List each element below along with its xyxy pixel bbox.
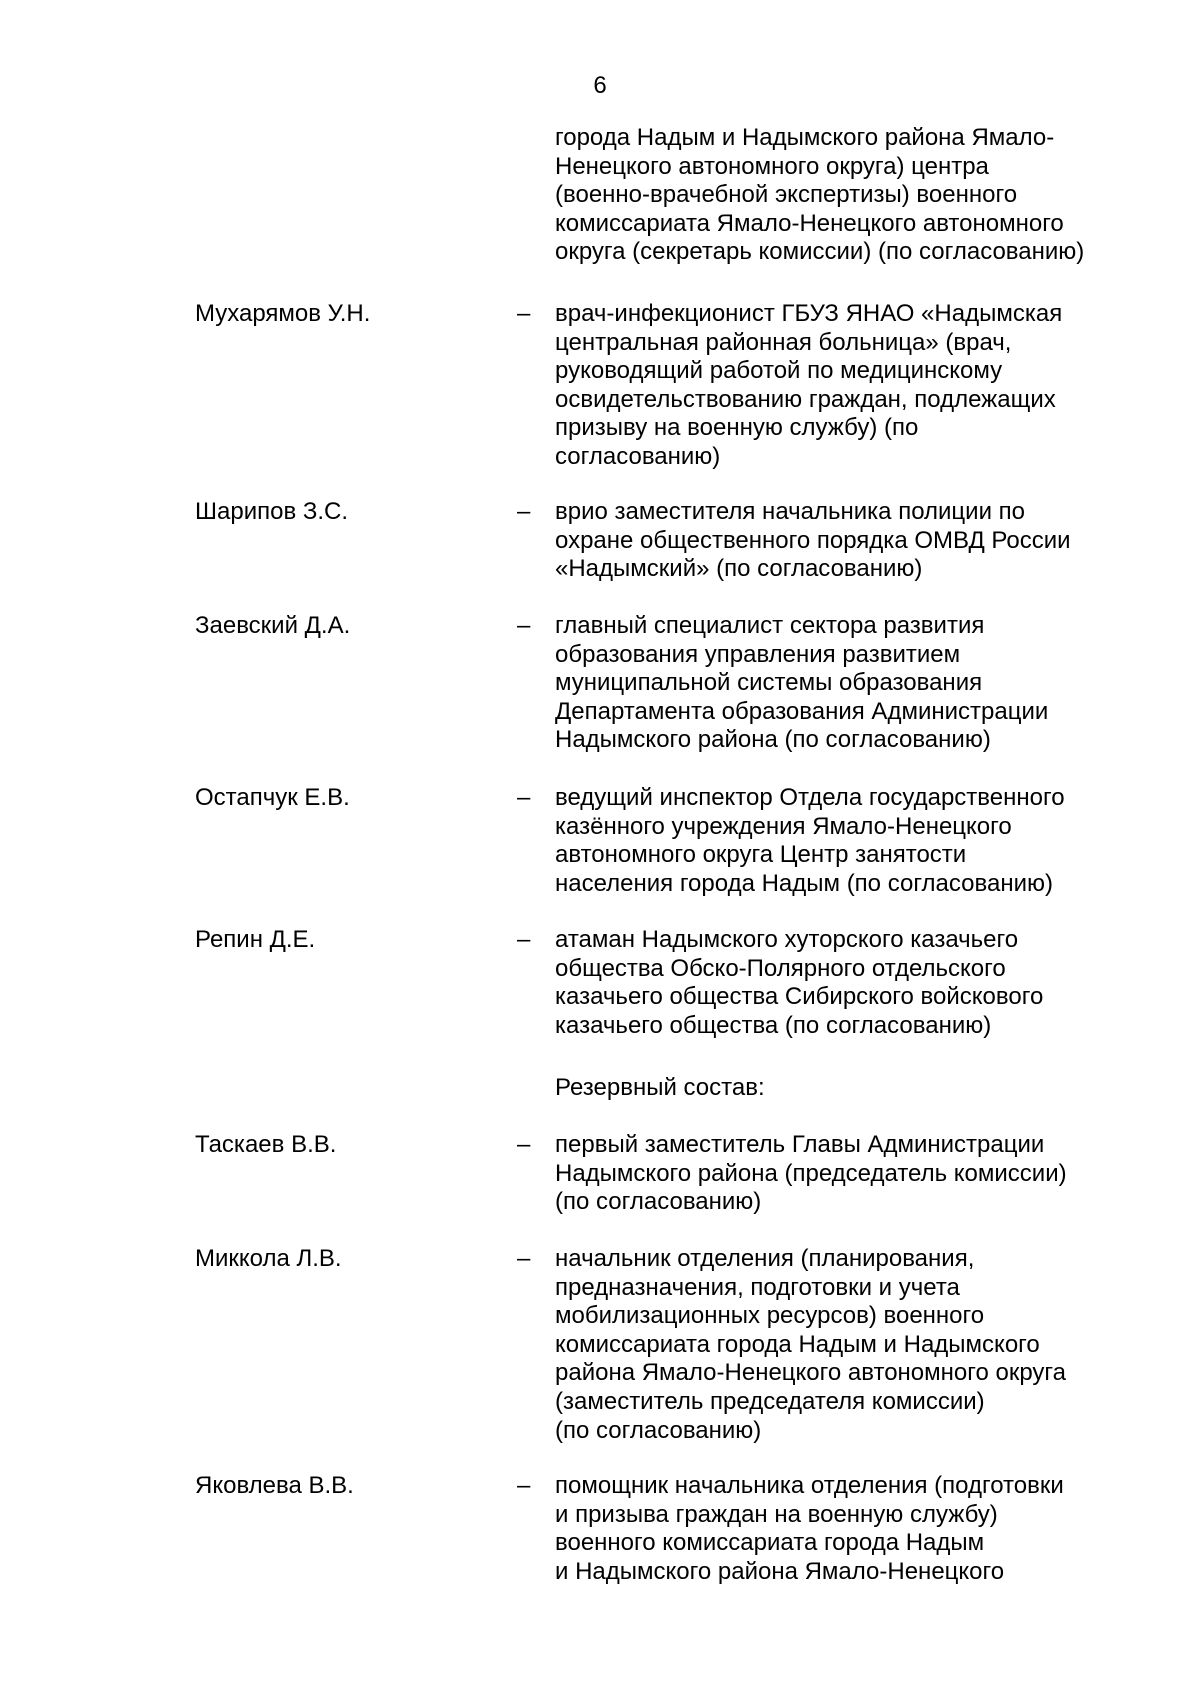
member-name: Мухарямов У.Н. xyxy=(195,300,371,327)
role-line: согласованию) xyxy=(555,442,721,470)
role-line: помощник начальника отделения (подготовки xyxy=(555,1472,1064,1499)
role-line: (заместитель председателя комиссии) xyxy=(555,1387,985,1415)
role-line: (военно-врачебной экспертизы) военного xyxy=(555,181,1018,209)
role-line: и призыва граждан на военную службу) xyxy=(555,1500,998,1528)
role-line: образования управления развитием xyxy=(555,640,961,668)
member-role xyxy=(555,498,1071,584)
dash: – xyxy=(517,1131,531,1158)
member-role xyxy=(555,1245,1066,1445)
role-line: муниципальной системы образования xyxy=(555,669,983,697)
member-role xyxy=(555,612,1048,755)
role-line: комиссариата города Надым и Надымского xyxy=(555,1330,1040,1358)
role-line: врио заместителя начальника полиции по xyxy=(555,498,1025,525)
role-line: предназначения, подготовки и учета xyxy=(555,1273,960,1301)
role-line: округа (секретарь комиссии) (по согласованию) xyxy=(555,238,1085,266)
role-line: охране общественного порядка ОМВД России xyxy=(555,526,1071,554)
role-line: (по согласованию) xyxy=(555,1416,762,1444)
role-line: населения города Надым (по согласованию) xyxy=(555,869,1053,897)
role-line: города Надым и Надымского района Ямало- xyxy=(555,124,1055,151)
member-role xyxy=(555,1472,1064,1586)
role-line: военного комиссариата города Надым xyxy=(555,1529,985,1557)
role-line: казённого учреждения Ямало-Ненецкого xyxy=(555,812,1012,840)
role-line: общества Обско-Полярного отдельского xyxy=(555,954,1006,982)
role-line: (по согласованию) xyxy=(555,1188,762,1216)
member-role xyxy=(555,300,1062,472)
member-role xyxy=(555,784,1065,898)
member-role xyxy=(555,926,1043,1040)
reserve-heading: Резервный состав: xyxy=(555,1074,765,1101)
role-line: и Надымского района Ямало-Ненецкого xyxy=(555,1557,1005,1585)
role-line: Надымского района (по согласованию) xyxy=(555,726,991,754)
dash: – xyxy=(517,498,531,525)
role-line: Ненецкого автономного округа) центра xyxy=(555,152,989,180)
role-line: первый заместитель Главы Администрации xyxy=(555,1131,1045,1158)
page-number: 6 xyxy=(593,72,607,99)
role-line: врач-инфекционист ГБУЗ ЯНАО «Надымская xyxy=(555,300,1063,327)
continued-role-text xyxy=(555,124,1084,267)
dash: – xyxy=(517,926,531,953)
member-name: Яковлева В.В. xyxy=(195,1472,354,1499)
role-line: «Надымский» (по согласованию) xyxy=(555,555,923,583)
role-line: главный специалист сектора развития xyxy=(555,612,985,639)
dash: – xyxy=(517,1472,531,1499)
role-line: освидетельствованию граждан, подлежащих xyxy=(555,385,1056,413)
role-line: комиссариата Ямало-Ненецкого автономного xyxy=(555,209,1064,237)
role-line: руководящий работой по медицинскому xyxy=(555,357,1003,385)
role-line: района Ямало-Ненецкого автономного округа xyxy=(555,1359,1066,1387)
role-line: мобилизационных ресурсов) военного xyxy=(555,1302,985,1330)
role-line: атаман Надымского хуторского казачьего xyxy=(555,926,1019,953)
member-name: Шарипов З.С. xyxy=(195,498,349,525)
member-name: Миккола Л.В. xyxy=(195,1245,342,1272)
dash: – xyxy=(517,1245,531,1272)
role-line: начальник отделения (планирования, xyxy=(555,1245,975,1272)
role-line: казачьего общества (по согласованию) xyxy=(555,1011,992,1039)
role-line: центральная районная больница» (врач, xyxy=(555,328,1012,356)
role-line: Надымского района (председатель комиссии) xyxy=(555,1159,1067,1187)
role-line: Департамента образования Администрации xyxy=(555,697,1049,725)
dash: – xyxy=(517,784,531,811)
role-line: автономного округа Центр занятости xyxy=(555,841,967,869)
member-role xyxy=(555,1131,1067,1217)
member-name: Репин Д.Е. xyxy=(195,926,316,953)
member-name: Остапчук Е.В. xyxy=(195,784,350,811)
dash: – xyxy=(517,300,531,327)
member-name: Таскаев В.В. xyxy=(195,1131,337,1158)
role-line: ведущий инспектор Отдела государственного xyxy=(555,784,1065,811)
dash: – xyxy=(517,612,531,639)
role-line: призыву на военную службу) (по xyxy=(555,414,919,442)
member-name: Заевский Д.А. xyxy=(195,612,351,639)
role-line: казачьего общества Сибирского войскового xyxy=(555,983,1044,1011)
